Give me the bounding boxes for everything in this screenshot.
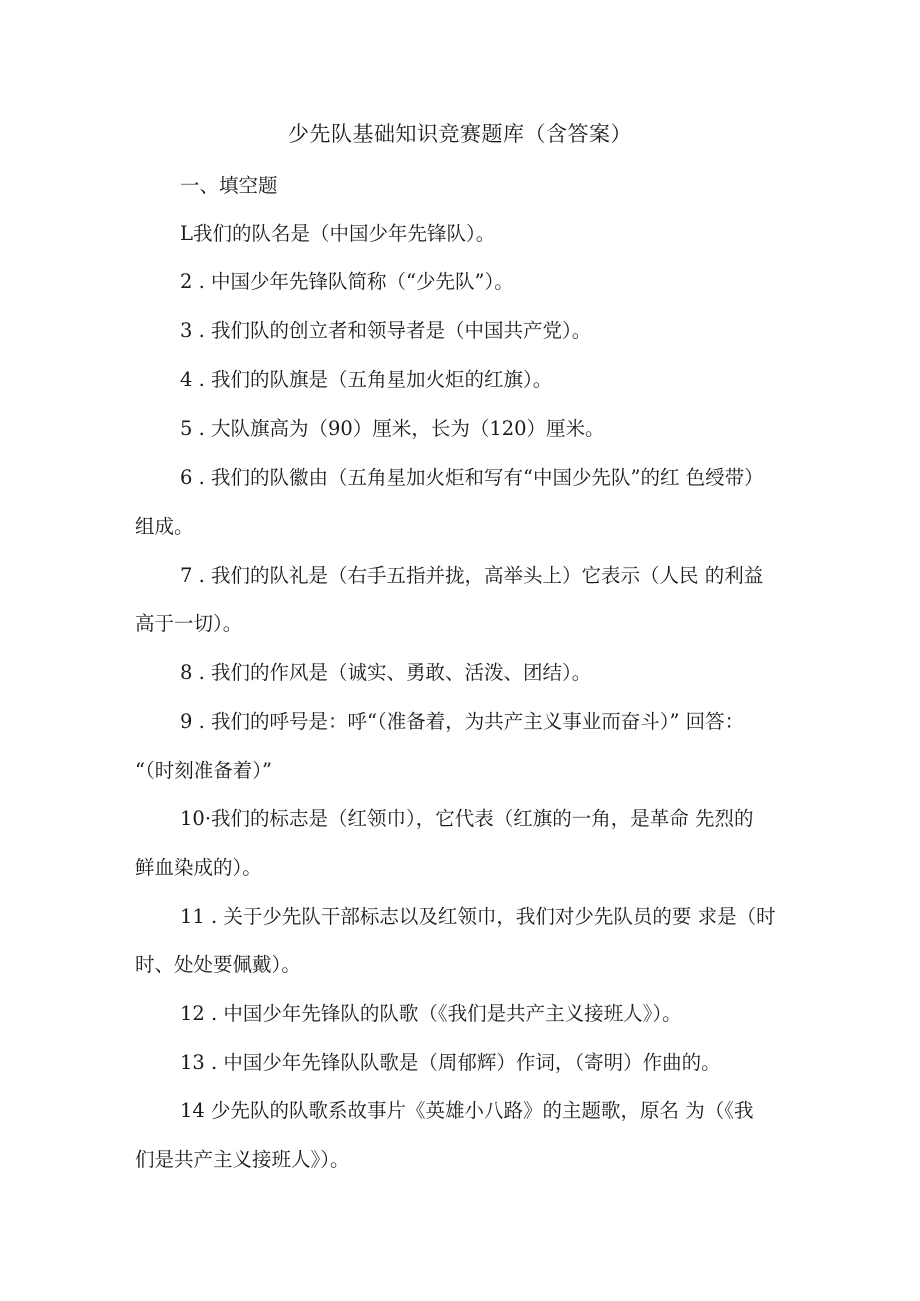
question-8: 8 . 我们的作风是（诚实、勇敢、活泼、团结）。 bbox=[180, 661, 592, 684]
question-9-cont: “（时刻准备着）” bbox=[135, 759, 272, 782]
question-3: 3 . 我们队的创立者和领导者是（中国共产党）。 bbox=[180, 319, 592, 342]
question-10: 10·我们的标志是（红领巾），它代表（红旗的一角，是革命 先烈的 bbox=[180, 807, 754, 830]
question-9: 9 . 我们的呼号是：呼“（准备着，为共产主义事业而奋斗）” 回答： bbox=[180, 710, 745, 733]
question-5: 5 . 大队旗高为（90）厘米，长为（120）厘米。 bbox=[180, 417, 605, 440]
question-4: 4 . 我们的队旗是（五角星加火炬的红旗）。 bbox=[180, 368, 553, 391]
question-14: 14 少先队的队歌系故事片《英雄小八路》的主题歌，原名 为（《我 bbox=[180, 1099, 754, 1122]
question-10-cont: 鲜血染成的）。 bbox=[135, 856, 262, 879]
question-2: 2 . 中国少年先锋队简称（“少先队”）。 bbox=[180, 270, 514, 293]
question-6: 6 . 我们的队徽由（五角星加火炬和写有“中国少先队”的红 色绶带） bbox=[180, 466, 764, 489]
question-11: 11 . 关于少先队干部标志以及红领巾，我们对少先队员的要 求是（时 bbox=[180, 905, 776, 928]
section-heading: 一、填空题 bbox=[180, 174, 278, 197]
document-title: 少先队基础知识竞赛题库（含答案） bbox=[288, 122, 632, 146]
question-12: 12 . 中国少年先锋队的队歌（《我们是共产主义接班人》）。 bbox=[180, 1002, 682, 1025]
question-13: 13 . 中国少年先锋队队歌是（周郁辉）作词，（寄明）作曲的。 bbox=[180, 1051, 721, 1074]
question-11-cont: 时、处处要佩戴）。 bbox=[135, 953, 301, 976]
question-1: L我们的队名是（中国少年先锋队）。 bbox=[180, 222, 496, 245]
question-7: 7 . 我们的队礼是（右手五指并拢，高举头上）它表示（人民 的利益 bbox=[180, 564, 764, 587]
question-14-cont: 们是共产主义接班人》）。 bbox=[135, 1148, 350, 1171]
question-7-cont: 高于一切）。 bbox=[135, 612, 243, 635]
question-6-cont: 组成。 bbox=[135, 515, 194, 538]
